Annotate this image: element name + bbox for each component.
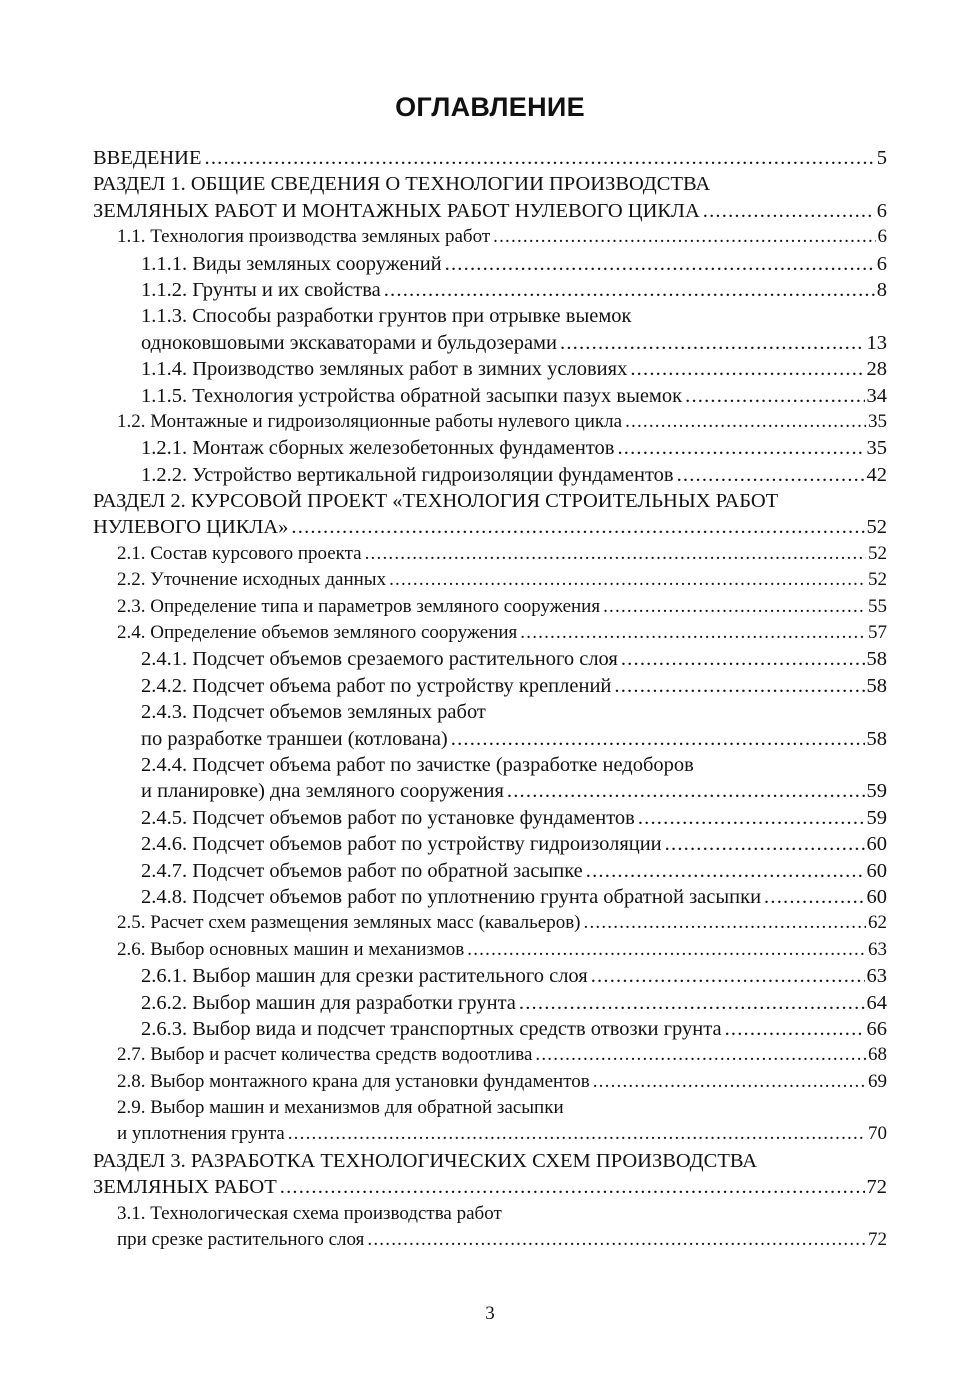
toc-entry-row: [117, 1069, 887, 1095]
toc-entry-page: 68: [868, 1044, 887, 1066]
toc-entry-row: [141, 726, 887, 752]
toc-entry-page: 13: [866, 331, 887, 354]
toc-entry-title: РАЗДЕЛ 2. КУРСОВОЙ ПРОЕКТ «ТЕХНОЛОГИЯ СТРОИТЕЛЬНЫХ РАБОТ: [93, 490, 779, 513]
dot-leader: [638, 805, 865, 831]
dot-leader: [493, 224, 875, 250]
toc-entry-page: 60: [866, 859, 887, 882]
toc-entry-continuation: [93, 699, 887, 725]
dot-leader: [365, 541, 866, 567]
toc-entry-row: [93, 514, 887, 540]
toc-entry-title: 1.2.1. Монтаж сборных железобетонных фундаментов: [141, 437, 615, 460]
toc-entry-row: [141, 673, 887, 699]
toc-entry-title: 2.7. Выбор и расчет количества средств водоотлива: [117, 1044, 533, 1066]
toc-entry-page: 52: [868, 542, 887, 564]
toc-entry-continuation: [93, 488, 887, 514]
toc-entry-title: 1.1.2. Грунты и их свойства: [141, 278, 381, 301]
toc-entry-row: [141, 330, 887, 356]
dot-leader: [685, 383, 864, 409]
dot-leader: [288, 1121, 866, 1147]
toc-entry-row: [117, 409, 887, 435]
toc-entry: [93, 805, 887, 831]
toc-entry: [93, 145, 887, 171]
toc-entry-page: 28: [866, 358, 887, 381]
toc-entry-row: [141, 1016, 887, 1042]
toc-entry-page: 35: [866, 437, 887, 460]
dot-leader: [603, 594, 866, 620]
toc-entry-title: 2.3. Определение типа и параметров земляного сооружения: [117, 595, 601, 617]
dot-leader: [507, 778, 865, 804]
toc-entry-title: 1.1.3. Способы разработки грунтов при отрывке выемок: [141, 305, 632, 328]
dot-leader: [451, 726, 865, 752]
toc-entry-page: 66: [866, 1017, 887, 1040]
toc-entry-row: [141, 778, 887, 804]
toc-entry-page: 63: [868, 938, 887, 960]
toc-entry-row: [141, 646, 887, 672]
dot-leader: [291, 514, 864, 540]
toc-entry-title: 2.4.4. Подсчет объема работ по зачистке (разработке недоборов: [141, 753, 694, 776]
toc-entry: [93, 1227, 887, 1253]
toc-entry-title: 3.1. Технологическая схема производства работ: [117, 1202, 502, 1224]
toc-entry-page: 63: [866, 965, 887, 988]
dot-leader: [445, 251, 875, 277]
toc-entry: [93, 884, 887, 910]
toc-entry-title: 2.8. Выбор монтажного крана для установки фундаментов: [117, 1070, 590, 1092]
toc-entry-row: [117, 1042, 887, 1068]
toc-entry-page: 59: [866, 806, 887, 829]
toc-entry: [93, 198, 887, 224]
table-of-contents: [93, 145, 887, 1253]
toc-entry: [93, 910, 887, 936]
toc-entry: [93, 383, 887, 409]
toc-entry-row: [141, 805, 887, 831]
toc-entry-page: 6: [877, 226, 887, 248]
toc-entry: [93, 1174, 887, 1200]
toc-entry-page: 8: [876, 278, 887, 301]
toc-entry-title: 2.4.2. Подсчет объема работ по устройству креплений: [141, 674, 612, 697]
toc-entry-title: 2.4. Определение объемов земляного сооружения: [117, 622, 518, 644]
toc-entry-page: 72: [868, 1229, 887, 1251]
toc-entry-row: [141, 963, 887, 989]
toc-entry-page: 35: [868, 410, 887, 432]
toc-entry: [93, 567, 887, 593]
toc-entry-title: 2.4.5. Подсчет объемов работ по установке фундаментов: [141, 806, 635, 829]
toc-entry-page: 58: [866, 727, 887, 750]
toc-entry-row: [117, 910, 887, 936]
toc-entry: [93, 1042, 887, 1068]
toc-entry-title: 2.9. Выбор машин и механизмов для обратной засыпки: [117, 1097, 564, 1119]
toc-entry-row: [117, 620, 887, 646]
toc-entry-page: 52: [866, 516, 887, 539]
dot-leader: [584, 910, 867, 936]
toc-entry: [93, 778, 887, 804]
toc-entry-page: 42: [866, 463, 887, 486]
toc-entry-title: по разработке траншеи (котлована): [141, 727, 448, 750]
dot-leader: [764, 884, 864, 910]
toc-entry-page: 55: [868, 595, 887, 617]
toc-entry-row: [93, 198, 887, 224]
dot-leader: [205, 145, 875, 171]
toc-entry-page: 59: [866, 780, 887, 803]
toc-entry-title: 1.2. Монтажные и гидроизоляционные работы нулевого цикла: [117, 410, 623, 432]
dot-leader: [519, 990, 865, 1016]
toc-entry-page: 52: [868, 569, 887, 591]
toc-entry-row: [117, 541, 887, 567]
toc-entry-page: 62: [868, 912, 887, 934]
toc-entry-row: [117, 1121, 887, 1147]
toc-entry-continuation: [93, 1148, 887, 1174]
dot-leader: [703, 198, 875, 224]
toc-entry-row: [93, 145, 887, 171]
toc-entry-row: [141, 831, 887, 857]
page-number: 3: [485, 1303, 495, 1324]
toc-entry-row: [117, 224, 887, 250]
toc-entry-title: РАЗДЕЛ 1. ОБЩИЕ СВЕДЕНИЯ О ТЕХНОЛОГИИ ПРОИЗВОДСТВА: [93, 173, 711, 196]
toc-entry: [93, 594, 887, 620]
toc-entry-title: 1.1.4. Производство земляных работ в зимних условиях: [141, 358, 628, 381]
toc-entry-row: [117, 1227, 887, 1253]
toc-entry-page: 57: [868, 622, 887, 644]
toc-entry: [93, 1121, 887, 1147]
toc-entry-row: [141, 858, 887, 884]
toc-entry-continuation: [93, 752, 887, 778]
toc-entry-title: 1.1.5. Технология устройства обратной засыпки пазух выемок: [141, 384, 683, 407]
toc-entry-title: 2.6.2. Выбор машин для разработки грунта: [141, 991, 516, 1014]
toc-entry-title: и планировке) дна земляного сооружения: [141, 780, 504, 803]
toc-entry-title: 2.4.7. Подсчет объемов работ по обратной засыпке: [141, 859, 583, 882]
dot-leader: [591, 963, 865, 989]
toc-entry-page: 58: [866, 674, 887, 697]
toc-entry-title: НУЛЕВОГО ЦИКЛА»: [93, 516, 289, 539]
toc-entry-row: [141, 277, 887, 303]
toc-entry-continuation: [93, 1201, 887, 1227]
toc-entry-title: при срезке растительного слоя: [117, 1229, 365, 1251]
toc-entry-row: [141, 462, 887, 488]
dot-leader: [621, 646, 865, 672]
toc-entry: [93, 673, 887, 699]
toc-entry-row: [117, 567, 887, 593]
toc-entry-title: 1.1. Технология производства земляных работ: [117, 226, 491, 248]
toc-entry-row: [93, 1174, 887, 1200]
toc-entry-continuation: [93, 171, 887, 197]
toc-entry-page: 64: [866, 991, 887, 1014]
toc-entry-row: [117, 594, 887, 620]
dot-leader: [617, 435, 864, 461]
dot-leader: [467, 937, 866, 963]
toc-entry-row: [141, 383, 887, 409]
toc-entry-title: ВВЕДЕНИЕ: [93, 147, 202, 169]
toc-entry-row: [117, 937, 887, 963]
toc-entry-page: 70: [868, 1123, 887, 1145]
toc-entry-continuation: [93, 303, 887, 329]
toc-entry-title: и уплотнения грунта: [117, 1123, 285, 1145]
toc-entry-page: 6: [876, 199, 887, 222]
toc-entry-row: [141, 435, 887, 461]
toc-entry: [93, 620, 887, 646]
toc-entry: [93, 514, 887, 540]
toc-entry-title: 2.5. Расчет схем размещения земляных масс (кавальеров): [117, 912, 581, 934]
toc-entry-title: ЗЕМЛЯНЫХ РАБОТ И МОНТАЖНЫХ РАБОТ НУЛЕВОГО ЦИКЛА: [93, 199, 700, 222]
dot-leader: [665, 831, 865, 857]
toc-entry-page: 58: [866, 648, 887, 671]
dot-leader: [630, 356, 864, 382]
toc-entry-row: [141, 356, 887, 382]
toc-entry-title: 1.1.1. Виды земляных сооружений: [141, 252, 442, 275]
toc-entry: [93, 726, 887, 752]
toc-entry: [93, 356, 887, 382]
toc-entry-page: 6: [876, 252, 887, 275]
toc-entry: [93, 1016, 887, 1042]
page-title: ОГЛАВЛЕНИЕ: [395, 92, 585, 122]
toc-entry-title: 2.6. Выбор основных машин и механизмов: [117, 938, 465, 960]
dot-leader: [725, 1016, 865, 1042]
toc-entry-title: 1.2.2. Устройство вертикальной гидроизоляции фундаментов: [141, 463, 674, 486]
toc-entry: [93, 435, 887, 461]
dot-leader: [560, 330, 865, 356]
toc-entry-title: 2.1. Состав курсового проекта: [117, 542, 362, 564]
toc-entry-title: одноковшовыми экскаваторами и бульдозерами: [141, 331, 557, 354]
dot-leader: [520, 620, 866, 646]
dot-leader: [367, 1227, 866, 1253]
toc-entry: [93, 409, 887, 435]
dot-leader: [280, 1174, 865, 1200]
dot-leader: [593, 1069, 866, 1095]
toc-entry: [93, 277, 887, 303]
dot-leader: [389, 567, 866, 593]
toc-entry: [93, 831, 887, 857]
toc-entry: [93, 1069, 887, 1095]
dot-leader: [384, 277, 875, 303]
toc-entry: [93, 937, 887, 963]
toc-entry: [93, 858, 887, 884]
dot-leader: [677, 462, 865, 488]
toc-entry-title: 2.2. Уточнение исходных данных: [117, 569, 387, 591]
toc-entry-page: 69: [868, 1070, 887, 1092]
toc-entry: [93, 251, 887, 277]
toc-entry-page: 34: [866, 384, 887, 407]
toc-entry-row: [141, 251, 887, 277]
dot-leader: [625, 409, 866, 435]
toc-entry-title: 2.4.3. Подсчет объемов земляных работ: [141, 701, 486, 724]
dot-leader: [535, 1042, 866, 1068]
toc-entry-title: 2.4.8. Подсчет объемов работ по уплотнению грунта обратной засыпки: [141, 885, 762, 908]
toc-entry-page: 60: [866, 885, 887, 908]
toc-entry-title: 2.6.3. Выбор вида и подсчет транспортных средств отвозки грунта: [141, 1017, 722, 1040]
toc-entry: [93, 224, 887, 250]
dot-leader: [614, 673, 864, 699]
toc-entry-title: ЗЕМЛЯНЫХ РАБОТ: [93, 1176, 277, 1199]
toc-entry-row: [141, 884, 887, 910]
toc-entry-continuation: [93, 1095, 887, 1121]
toc-entry: [93, 963, 887, 989]
toc-entry-title: 2.4.1. Подсчет объемов срезаемого растительного слоя: [141, 648, 618, 671]
toc-entry: [93, 462, 887, 488]
toc-entry: [93, 541, 887, 567]
toc-entry-title: 2.6.1. Выбор машин для срезки растительного слоя: [141, 965, 588, 988]
dot-leader: [586, 858, 865, 884]
toc-entry-page: 60: [866, 833, 887, 856]
toc-entry-page: 5: [876, 147, 887, 169]
toc-entry-title: 2.4.6. Подсчет объемов работ по устройству гидроизоляции: [141, 833, 662, 856]
toc-entry-title: РАЗДЕЛ 3. РАЗРАБОТКА ТЕХНОЛОГИЧЕСКИХ СХЕМ ПРОИЗВОДСТВА: [93, 1149, 758, 1172]
toc-entry: [93, 990, 887, 1016]
toc-entry: [93, 330, 887, 356]
toc-entry-page: 72: [866, 1176, 887, 1199]
toc-entry: [93, 646, 887, 672]
toc-entry-row: [141, 990, 887, 1016]
